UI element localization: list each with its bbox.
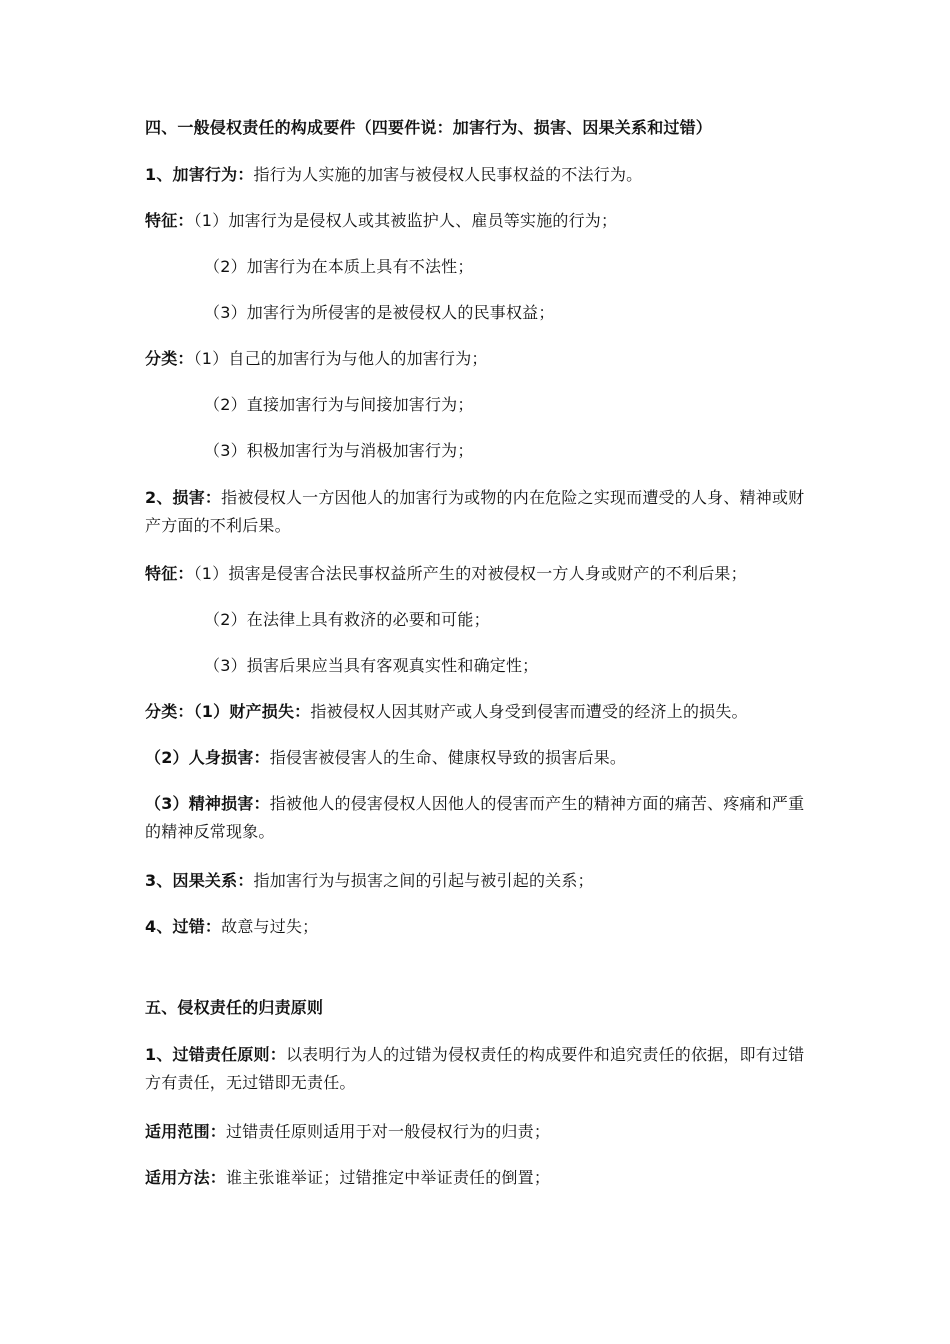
scope-paragraph: [145, 1118, 815, 1146]
item2-type-1-label: （1）财产损失：: [193, 702, 311, 721]
item2-feature-1-text: （1）损害是侵害合法民事权益所产生的对被侵权一方人身或财产的不利后果；: [193, 564, 747, 583]
item2-type-1-text: 指被侵权人因其财产或人身受到侵害而遭受的经济上的损失。: [310, 702, 748, 721]
item3-paragraph: [145, 867, 815, 895]
method-paragraph: [145, 1164, 815, 1192]
s5-item1-label: 1、过错责任原则：: [145, 1045, 286, 1064]
item2-feature-1: [145, 560, 815, 588]
item1-types-label: 分类：: [145, 349, 194, 368]
item1-type-1: [145, 345, 815, 373]
item2-types-label: 分类：: [145, 702, 194, 721]
item2-type-2-label: （2）人身损害：: [145, 748, 270, 767]
item2-type-3-text: 指被他人的侵害侵权人因他人的侵害而产生的精神方面的痛苦、疼痛和严重的精神反常现象。: [145, 794, 805, 841]
method-text: 谁主张谁举证；过错推定中举证责任的倒置；: [226, 1168, 551, 1187]
item2-paragraph: [145, 484, 815, 540]
item1-label: 1、加害行为：: [145, 165, 254, 184]
s5-item1-paragraph: [145, 1041, 815, 1097]
item2-type-1: [145, 698, 815, 726]
s5-item1-text: 以表明行为人的过错为侵权责任的构成要件和追究责任的依据，即有过错方有责任，无过错即无责任。: [145, 1045, 805, 1092]
item4-paragraph: [145, 913, 815, 941]
item1-type-2: （2）直接加害行为与间接加害行为；: [204, 395, 474, 414]
scope-label: 适用范围：: [145, 1122, 227, 1141]
item3-text: 指加害行为与损害之间的引起与被引起的关系；: [253, 871, 594, 890]
section5-heading: 五、侵权责任的归责原则: [145, 998, 324, 1017]
item2-type-3-label: （3）精神损害：: [145, 794, 270, 813]
item1-feature-1: [145, 207, 815, 235]
scope-text: 过错责任原则适用于对一般侵权行为的归责；: [226, 1122, 551, 1141]
item1-paragraph: [145, 161, 815, 189]
item2-type-3: [145, 790, 815, 846]
item4-label: 4、过错：: [145, 917, 222, 936]
item1-feature-2: （2）加害行为在本质上具有不法性；: [204, 257, 474, 276]
item2-features-label: 特征：: [145, 564, 194, 583]
item2-feature-2: （2）在法律上具有救济的必要和可能；: [204, 610, 490, 629]
item2-feature-3: （3）损害后果应当具有客观真实性和确定性；: [204, 656, 539, 675]
method-label: 适用方法：: [145, 1168, 227, 1187]
item2-text: 指被侵权人一方因他人的加害行为或物的内在危险之实现而遭受的人身、精神或财产方面的不利后果。: [145, 488, 805, 535]
item2-type-2: [145, 744, 815, 772]
item1-feature-1-text: （1）加害行为是侵权人或其被监护人、雇员等实施的行为；: [193, 211, 618, 230]
item1-type-3: （3）积极加害行为与消极加害行为；: [204, 441, 474, 460]
item2-label: 2、损害：: [145, 488, 222, 507]
item1-type-1-text: （1）自己的加害行为与他人的加害行为；: [193, 349, 488, 368]
item1-feature-3: （3）加害行为所侵害的是被侵权人的民事权益；: [204, 303, 555, 322]
item1-features-label: 特征：: [145, 211, 194, 230]
section4-heading: 四、一般侵权责任的构成要件（四要件说：加害行为、损害、因果关系和过错）: [145, 118, 713, 137]
item3-label: 3、因果关系：: [145, 871, 254, 890]
item4-text: 故意与过失；: [221, 917, 319, 936]
item1-text: 指行为人实施的加害与被侵权人民事权益的不法行为。: [253, 165, 643, 184]
item2-type-2-text: 指侵害被侵害人的生命、健康权导致的损害后果。: [269, 748, 627, 767]
